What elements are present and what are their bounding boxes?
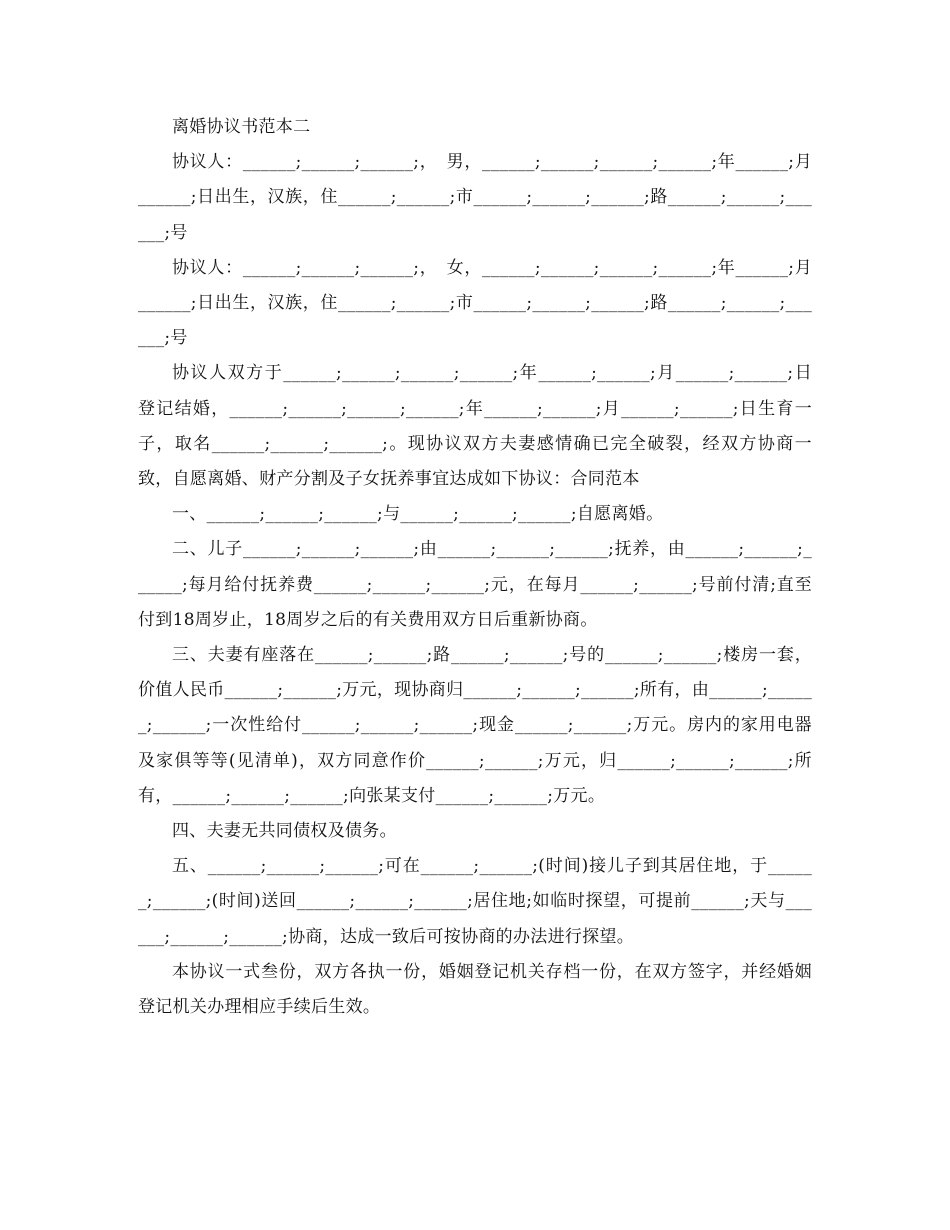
clause-1-divorce: 一、______;______;______;与______;______;______;自愿离婚。 [172,504,664,525]
paragraph-marriage-info: 协议人双方于______;______;______;______;年______;______;月______;______;日登记结婚，______;______;______;______;年______;______;月______;______;日生育一子，取名______;______;______;。现协议双方夫妻感情确已完全破裂，经双方协商一致，自愿离婚、财产分割及子女抚养事宜达成如下协议：合同范本 [138,363,812,490]
document-title: 离婚协议书范本二 [172,117,311,137]
clause-3-property: 三、夫妻有座落在______;______;路______;______;号的______;______;楼房一套，价值人民币______;______;万元，现协商归______;______;______;所有，由______;______;______;一次性给付______;______;______;现金______;______;万元。房内的家用电器及家俱等等(见清单)，双方同意作价______;______;万元，归______;______;______;所有，______;______;______;向张某支付______;______;万元。 [138,645,812,806]
paragraph-party-female: 协议人：______;______;______;， 女，______;______;______;______;年______;月______;日出生，汉族，住______;______;市______;______;______;路______;______;______;号 [138,257,812,349]
document-body [138,110,812,1025]
paragraph-party-male: 协议人：______;______;______;， 男，______;______;______;______;年______;月______;日出生，汉族，住______;______;市______;______;______;路______;______;______;号 [138,152,812,243]
paragraph-copies-effect: 本协议一式叁份，双方各执一份，婚姻登记机关存档一份，在双方签字，并经婚姻登记机关办理相应手续后生效。 [138,961,812,1018]
clause-5-visitation: 五、______;______;______;可在______;______;(时间)接儿子到其居住地，于______;______;(时间)送回______;______;______;居住地;如临时探望，可提前______;天与______;______;______;协商，达成一致后可按协商的办法进行探望。 [138,856,812,947]
clause-4-debts: 四、夫妻无共同债权及债务。 [172,821,397,842]
clause-2-child-custody: 二、儿子______;______;______;由______;______;______;抚养，由______;______;______;每月给付抚养费______;______;______;元，在每月______;______;号前付清;直至付到18周岁止，18周岁之后的有关费用双方日后重新协商。 [138,539,812,630]
